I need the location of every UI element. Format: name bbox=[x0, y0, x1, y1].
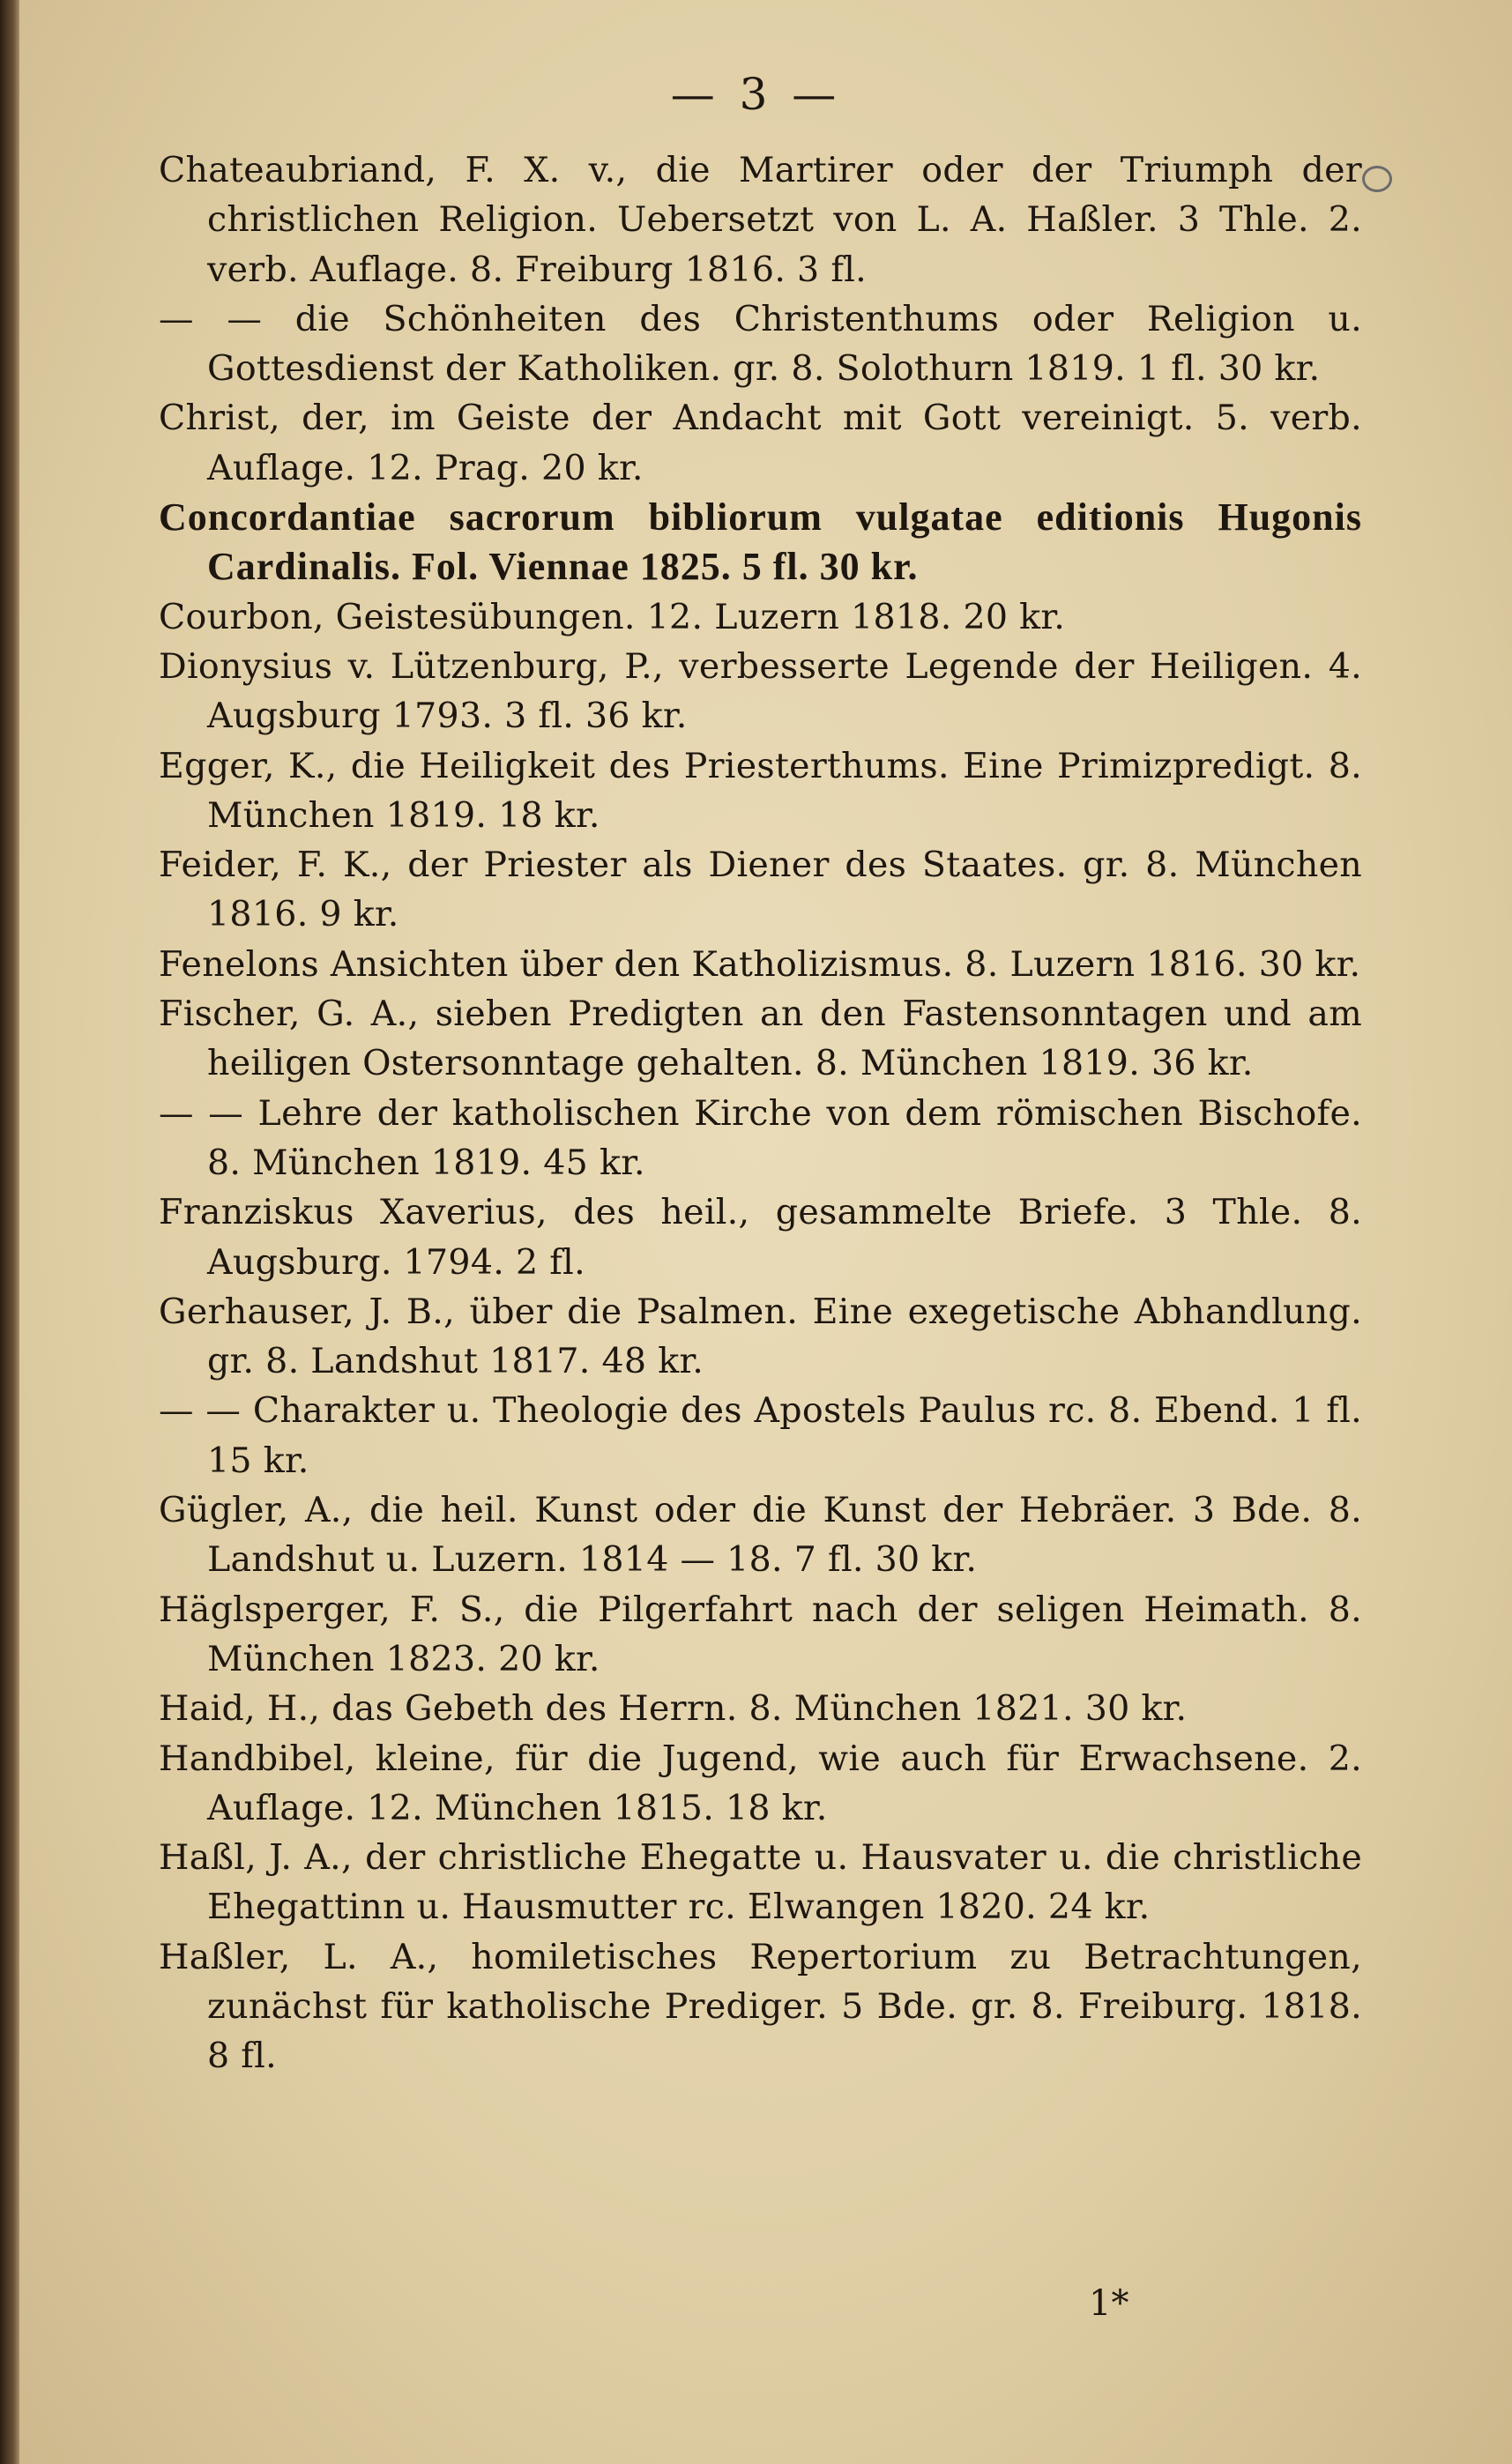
page-binding-edge bbox=[0, 0, 19, 2464]
catalog-entry: Häglsperger, F. S., die Pilgerfahrt nach der seligen Heimath. 8. München 1823. 20 kr. bbox=[159, 1589, 1362, 1679]
catalog-entry: Chateaubriand, F. X. v., die Martirer oder der Triumph der christlichen Religion. Uebersetzt von L. A. Haßler. 3 Thle. 2. verb. Auflage. 8. Freiburg 1816. 3 fl. bbox=[159, 150, 1362, 290]
catalog-entry: Handbibel, kleine, für die Jugend, wie auch für Erwachsene. 2. Auflage. 12. München 1815. 18 kr. bbox=[159, 1738, 1362, 1828]
catalog-entry: Gügler, A., die heil. Kunst oder die Kunst der Hebräer. 3 Bde. 8. Landshut u. Luzern. 1814 — 18. 7 fl. 30 kr. bbox=[159, 1490, 1362, 1581]
catalog-entry: — — die Schönheiten des Christenthums oder Religion u. Gottesdienst der Katholiken. gr. 8. Solothurn 1819. 1 fl. 30 kr. bbox=[159, 298, 1362, 390]
catalog-entry: Fenelons Ansichten über den Katholizismus. 8. Luzern 1816. 30 kr. bbox=[159, 943, 1361, 985]
paper-hole-mark bbox=[1362, 166, 1392, 192]
catalog-entry: Haßl, J. A., der christliche Ehegatte u. Hausvater u. die christliche Ehegattinn u. Hausmutter rc. Elwangen 1820. 24 kr. bbox=[159, 1837, 1362, 1928]
catalog-entry: Dionysius v. Lützenburg, P., verbesserte Legende der Heiligen. 4. Augsburg 1793. 3 fl. 36 kr. bbox=[159, 645, 1362, 737]
catalog-entry: Christ, der, im Geiste der Andacht mit Gott vereinigt. 5. verb. Auflage. 12. Prag. 20 kr. bbox=[159, 398, 1362, 488]
catalog-entry: Franziskus Xaverius, des heil., gesammelte Briefe. 3 Thle. 8. Augsburg. 1794. 2 fl. bbox=[159, 1192, 1362, 1283]
catalog-entry: Gerhauser, J. B., über die Psalmen. Eine exegetische Abhandlung. gr. 8. Landshut 1817. 48 kr. bbox=[159, 1291, 1362, 1382]
catalog-entry: Concordantiae sacrorum bibliorum vulgatae editionis Hugonis Cardinalis. Fol. Viennae 1825. 5 fl. 30 kr. bbox=[159, 495, 1362, 589]
catalog-entry: Haßler, L. A., homiletisches Repertorium zu Betrachtungen, zunächst für katholische Prediger. 5 Bde. gr. 8. Freiburg. 1818. 8 fl. bbox=[159, 1936, 1362, 2077]
catalog-entry: Egger, K., die Heiligkeit des Priesterthums. Eine Primizpredigt. 8. München 1819. 18 kr. bbox=[159, 745, 1362, 836]
signature-mark: 1* bbox=[1089, 2283, 1129, 2324]
catalog-entries bbox=[159, 145, 1362, 2081]
catalog-entry: Haid, H., das Gebeth des Herrn. 8. München 1821. 30 kr. bbox=[159, 1688, 1188, 1730]
catalog-entry: — — Lehre der katholischen Kirche von dem römischen Bischofe. 8. München 1819. 45 kr. bbox=[159, 1092, 1362, 1183]
catalog-entry: Courbon, Geistesübungen. 12. Luzern 1818. 20 kr. bbox=[159, 596, 1066, 637]
page-number: — 3 — bbox=[670, 69, 842, 120]
catalog-entry: — — Charakter u. Theologie des Apostels Paulus rc. 8. Ebend. 1 fl. 15 kr. bbox=[159, 1390, 1362, 1481]
catalog-entry: Fischer, G. A., sieben Predigten an den Fastensonntagen und am heiligen Ostersonntage gehalten. 8. München 1819. 36 kr. bbox=[159, 994, 1362, 1084]
catalog-entry: Feider, F. K., der Priester als Diener des Staates. gr. 8. München 1816. 9 kr. bbox=[159, 845, 1362, 935]
